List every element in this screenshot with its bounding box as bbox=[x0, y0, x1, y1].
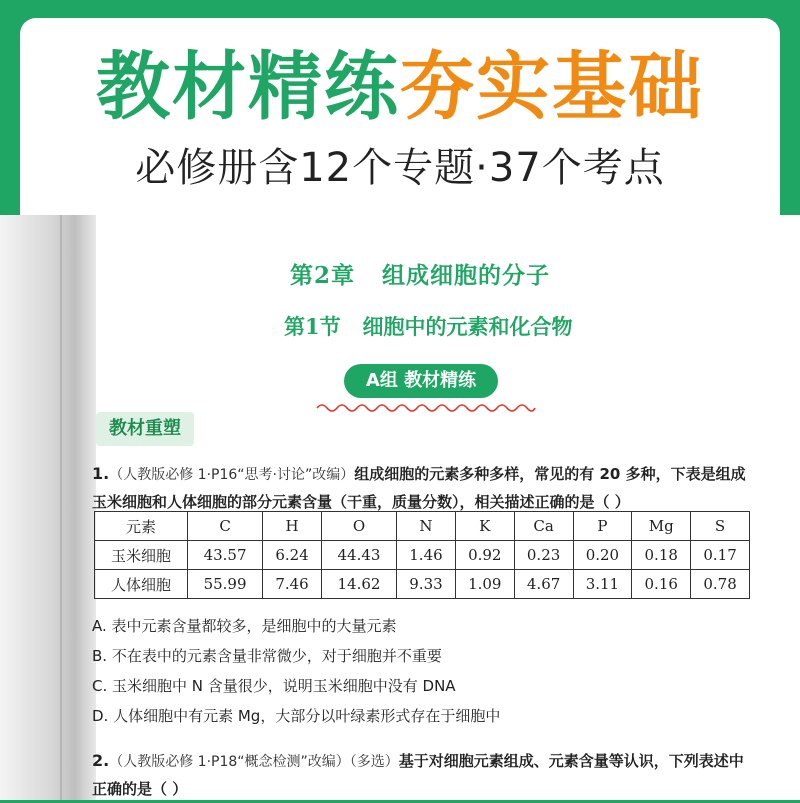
table-cell: 44.43 bbox=[321, 541, 396, 570]
table-header-cell: 元素 bbox=[95, 512, 188, 541]
table-cell: 0.78 bbox=[691, 570, 750, 599]
headline-green-text: 教材精练 bbox=[96, 44, 400, 130]
table-cell: 0.18 bbox=[632, 541, 691, 570]
table-header-cell: C bbox=[188, 512, 263, 541]
table-cell: 0.17 bbox=[691, 541, 750, 570]
table-header-cell: Ca bbox=[514, 512, 573, 541]
table-header-cell: Mg bbox=[632, 512, 691, 541]
question-2 bbox=[92, 747, 757, 803]
question-2-stem: 基于对细胞元素组成、元素含量等认识，下列表述中正确的是（ ） bbox=[92, 752, 744, 798]
section-tag: 教材重塑 bbox=[96, 412, 194, 446]
question-1 bbox=[92, 460, 757, 516]
question-1-number: 1. bbox=[92, 464, 110, 483]
book-page bbox=[0, 215, 800, 800]
table-cell: 6.24 bbox=[263, 541, 322, 570]
banner-subtitle: 必修册含12个专题·37个考点 bbox=[135, 145, 665, 191]
question-1-source: （人教版必修 1·P16“思考·讨论”改编） bbox=[109, 467, 355, 483]
section-title: 第1节 细胞中的元素和化合物 bbox=[284, 314, 573, 339]
group-label-pill: A组 教材精练 bbox=[344, 364, 498, 398]
question-1-stem: 组成细胞的元素多种多样，常见的有 20 多种，下表是组成玉米细胞和人体细胞的部分元素含量（干重，质量分数），相关描述正确的是（ ） bbox=[92, 465, 746, 511]
table-cell: 14.62 bbox=[321, 570, 396, 599]
element-content-table bbox=[94, 511, 750, 599]
promo-banner bbox=[0, 0, 800, 222]
table-cell: 0.16 bbox=[632, 570, 691, 599]
option-a: A. 表中元素含量都较多，是细胞中的大量元素 bbox=[92, 617, 397, 635]
banner-headline bbox=[0, 42, 800, 132]
table-row bbox=[95, 570, 750, 599]
table-cell: 7.46 bbox=[263, 570, 322, 599]
option-c: C. 玉米细胞中 N 含量很少，说明玉米细胞中没有 DNA bbox=[92, 677, 456, 695]
table-row bbox=[95, 541, 750, 570]
question-2-source: （人教版必修 1·P18“概念检测”改编）（多选） bbox=[109, 754, 399, 770]
table-header-row bbox=[95, 512, 750, 541]
table-cell: 43.57 bbox=[188, 541, 263, 570]
question-2-number: 2. bbox=[92, 751, 110, 770]
table-cell: 0.92 bbox=[455, 541, 514, 570]
option-b: B. 不在表中的元素含量非常微少，对于细胞并不重要 bbox=[92, 647, 442, 665]
table-cell: 4.67 bbox=[514, 570, 573, 599]
table-cell: 9.33 bbox=[397, 570, 456, 599]
chapter-title: 第2章 组成细胞的分子 bbox=[290, 262, 551, 289]
table-header-cell: K bbox=[455, 512, 514, 541]
wavy-underline-icon bbox=[315, 401, 537, 415]
headline-orange-text: 夯实基础 bbox=[400, 44, 704, 130]
table-header-cell: O bbox=[321, 512, 396, 541]
table-cell: 0.20 bbox=[573, 541, 632, 570]
table-header-cell: P bbox=[573, 512, 632, 541]
table-cell: 1.46 bbox=[397, 541, 456, 570]
page-fold-shadow bbox=[0, 215, 96, 800]
table-cell: 55.99 bbox=[188, 570, 263, 599]
table-header-cell: S bbox=[691, 512, 750, 541]
option-d: D. 人体细胞中有元素 Mg，大部分以叶绿素形式存在于细胞中 bbox=[92, 707, 501, 725]
answer-options bbox=[92, 611, 500, 731]
table-header-cell: H bbox=[263, 512, 322, 541]
page-fold-edge bbox=[60, 215, 62, 800]
table-cell: 1.09 bbox=[455, 570, 514, 599]
table-header-cell: N bbox=[397, 512, 456, 541]
table-cell: 玉米细胞 bbox=[95, 541, 188, 570]
table-cell: 0.23 bbox=[514, 541, 573, 570]
table-cell: 3.11 bbox=[573, 570, 632, 599]
table-cell: 人体细胞 bbox=[95, 570, 188, 599]
